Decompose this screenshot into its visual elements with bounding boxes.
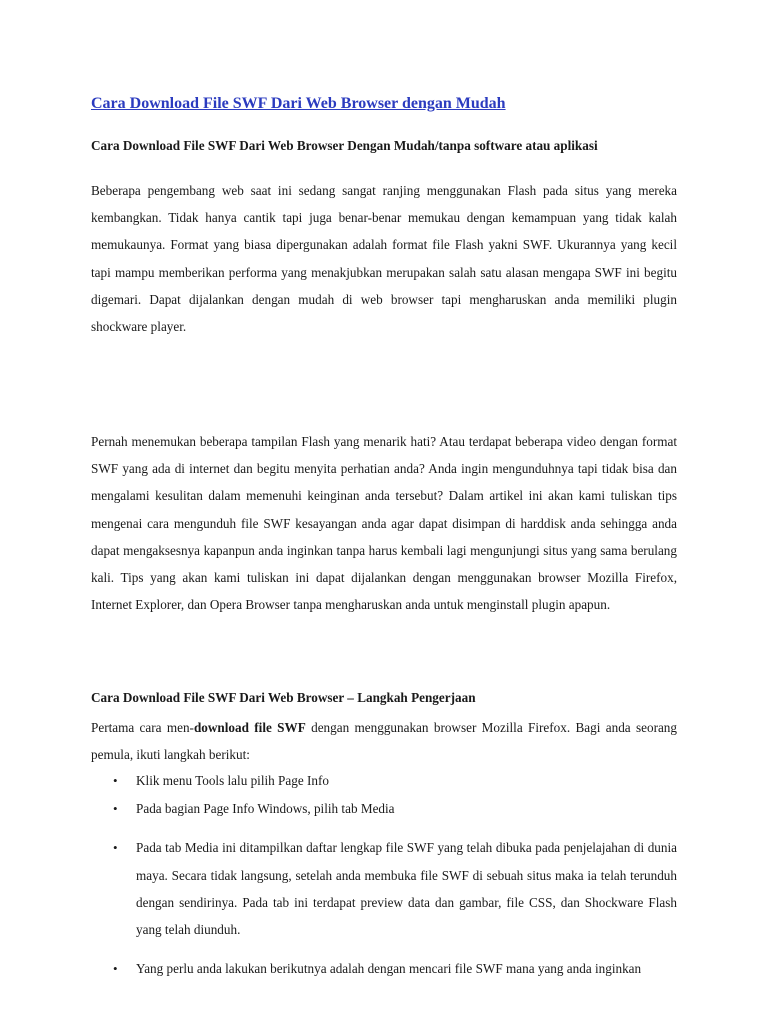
section-heading: Cara Download File SWF Dari Web Browser – Langkah Pengerjaan [91,690,476,705]
list-item [91,795,677,822]
paragraph-steps-intro [91,714,677,768]
bullet-icon: • [113,773,118,788]
list-item [91,834,677,943]
list-item-text: Yang perlu anda lakukan berikutnya adalah dengan mencari file SWF mana yang anda inginkan [136,961,642,977]
document-page [91,94,677,977]
document-title-link[interactable]: Cara Download File SWF Dari Web Browser dengan Mudah [91,95,506,112]
list-item-text: Pada bagian Page Info Windows, pilih tab Media [136,801,395,817]
paragraph-details: Pernah menemukan beberapa tampilan Flash yang menarik hati? Atau terdapat beberapa video dengan format SWF yang ada di internet dan begitu menyita perhatian anda? Anda ingin mengunduhnya tapi tidak bisa dan mengalami kesulitan dalam memenuhi keinginan anda tersebut? Dalam artikel ini akan kami tuliskan tips mengenai cara mengunduh file SWF kesayangan anda agar dapat disimpan di harddisk anda sehingga anda dapat mengaksesnya kapanpun anda inginkan tanpa harus kembali lagi mengunjungi situs yang sama berulang kali. Tips yang akan kami tuliskan ini dapat dijalankan dengan menggunakan browser Mozilla Firefox, Internet Explorer, dan Opera Browser tanpa mengharuskan anda untuk menginstall plugin apapun. [91,434,677,613]
list-item [91,955,677,982]
bullet-icon: • [113,961,118,977]
bullet-icon: • [113,801,118,817]
bullet-icon: • [113,840,118,856]
steps-intro-end: dengan menggunakan browser Mozilla Firefox. Bagi anda seorang pemula, ikuti langkah berikut: [91,720,677,763]
list-item-text: Pada tab Media ini ditampilkan daftar lengkap file SWF yang telah dibuka pada penjelajahan di dunia maya. Secara tidak langsung, setelah anda membuka file SWF di sebuah situs maka ia telah terunduh dengan sendirinya. Pada tab ini terdapat preview data dan gambar, file CSS, dan Shockware Flash yang telah diunduh. [136,840,677,938]
document-subtitle: Cara Download File SWF Dari Web Browser Dengan Mudah/tanpa software atau aplikasi [91,138,598,153]
paragraph-intro: Beberapa pengembang web saat ini sedang sangat ranjing menggunakan Flash pada situs yang mereka kembangkan. Tidak hanya cantik tapi juga benar-benar memukau dengan kemampuan yang tidak kalah memukaunya. Format yang biasa dipergunakan adalah format file Flash yakni SWF. Ukurannya yang kecil tapi mampu memberikan performa yang menakjubkan merupakan salah satu alasan mengapa SWF ini begitu digemari. Dapat dijalankan dengan mudah di web browser tapi mengharuskan anda memiliki plugin shockware player. [91,183,677,335]
steps-intro-start: Pertama cara men- [91,720,194,735]
steps-list [91,767,677,982]
steps-intro-bold: download file SWF [193,720,306,735]
list-item-text: Klik menu Tools lalu pilih Page Info [136,773,329,788]
list-item [91,767,677,794]
